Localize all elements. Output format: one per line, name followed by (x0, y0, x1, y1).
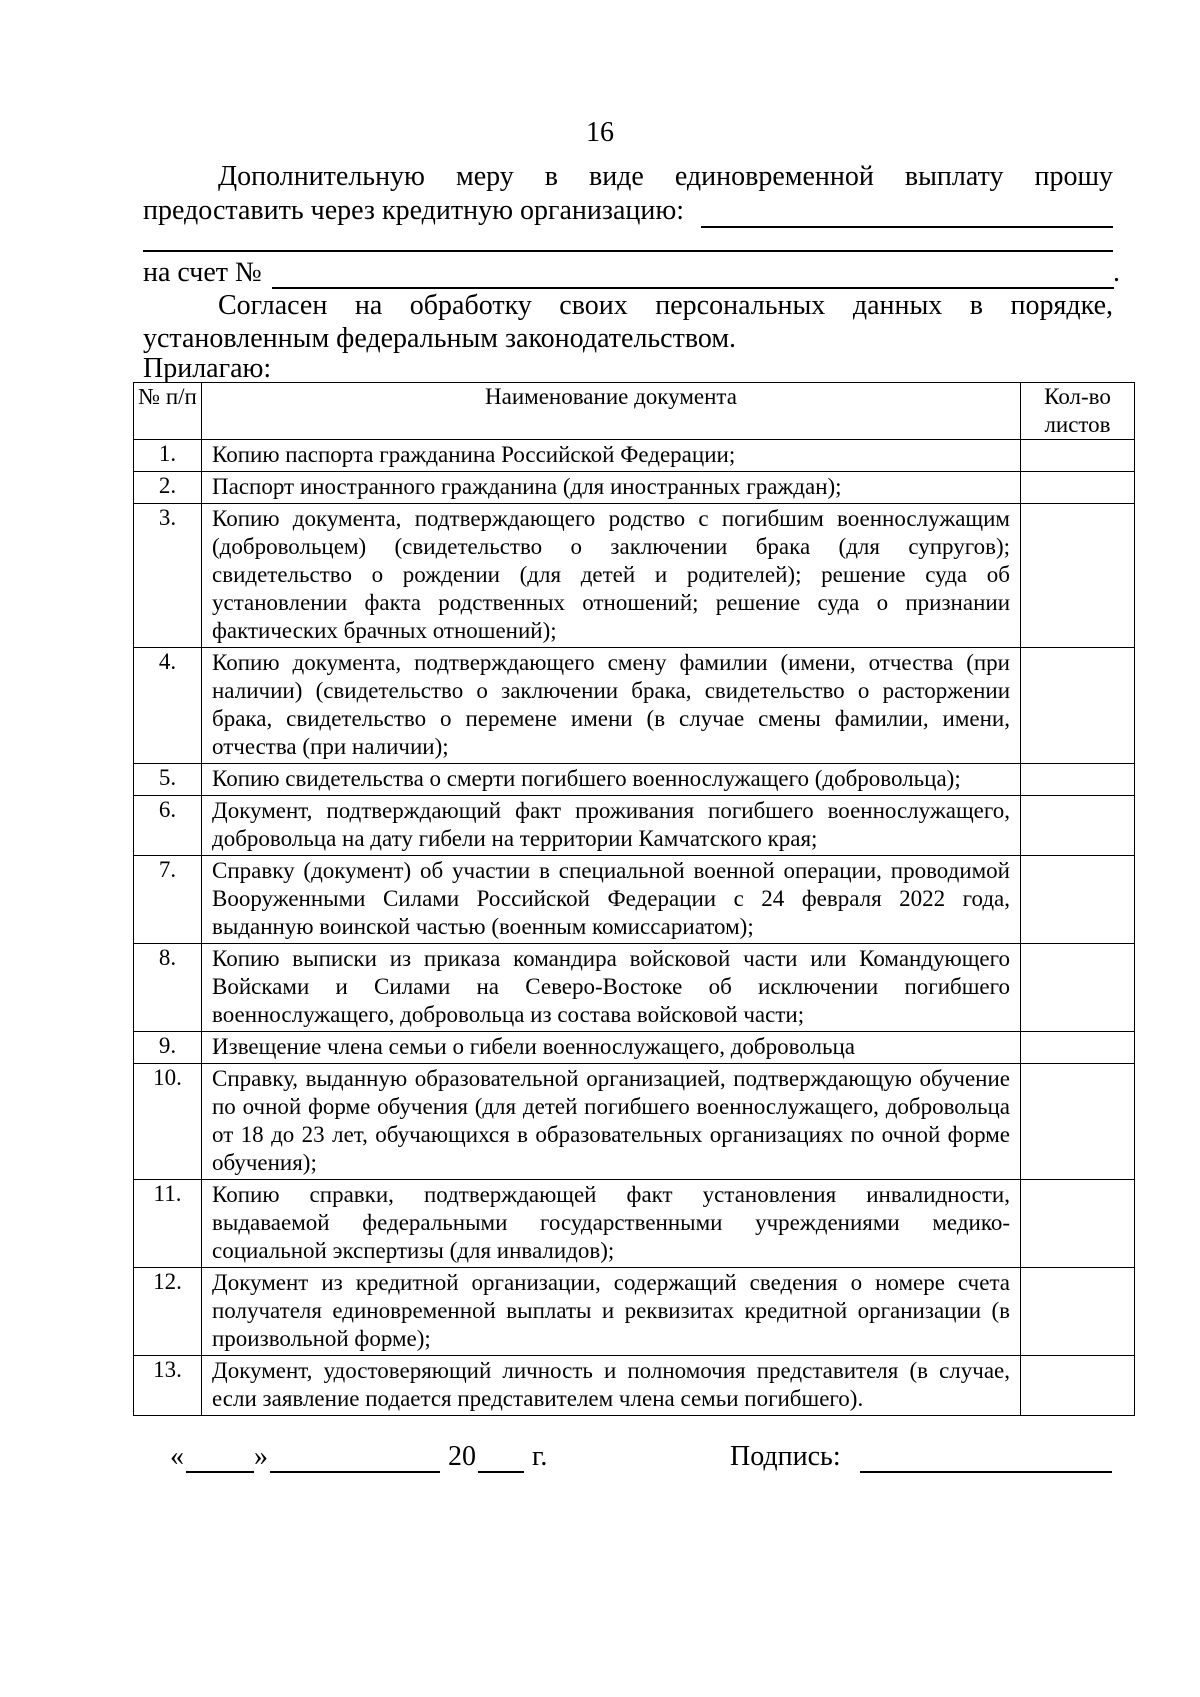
date-year-suffix: г. (532, 1441, 548, 1472)
row-document-name-cell (202, 1064, 1021, 1180)
row-document-name: Документ из кредитной организации, содержащий сведения о номере счета получателя единовременной выплаты и реквизитах кредитной организации (в произвольной форме); (212, 1270, 1010, 1351)
row-sheet-count[interactable] (1021, 796, 1135, 856)
row-sheet-count[interactable] (1021, 472, 1135, 504)
row-document-name: Копию документа, подтверждающего смену фамилии (имени, отчества (при наличии) (свидетельство о заключении брака, свидетельство о расторжении брака, свидетельство о перемене имени (в случае смены фамилии, имени, отчества (при наличии); (212, 650, 1010, 759)
table-row (134, 796, 1135, 856)
credit-org-blank-line2[interactable] (143, 250, 1113, 252)
credit-org-blank[interactable] (701, 226, 1113, 228)
row-number: 6. (134, 796, 202, 856)
row-document-name: Справку, выданную образовательной организацией, подтверждающую обучение по очной форме обучения (для детей погибшего военнослужащего, добровольца от 18 до 23 лет, обучающихся в образовательных организациях по очной форме обучения); (212, 1066, 1010, 1175)
signature-blank[interactable] (860, 1471, 1112, 1473)
table-row (134, 944, 1135, 1032)
row-document-name-cell (202, 1032, 1021, 1064)
paragraph-payment-request (143, 160, 1113, 194)
table-header-row (134, 383, 1135, 440)
row-document-name-cell (202, 796, 1021, 856)
table-row (134, 1032, 1135, 1064)
documents-table-body (134, 440, 1135, 1416)
credit-org-label: предоставить через кредитную организацию: (143, 195, 685, 226)
row-sheet-count[interactable] (1021, 764, 1135, 796)
row-document-name: Копию выписки из приказа командира войсковой части или Командующего Войсками и Силами на Северо-Востоке об исключении погибшего военнослужащего, добровольца из состава войсковой части; (212, 946, 1010, 1027)
row-sheet-count[interactable] (1021, 440, 1135, 472)
row-document-name-cell (202, 764, 1021, 796)
paragraph-payment-line1: Дополнительную меру в виде единовременной выплату прошу (218, 161, 1113, 192)
row-number: 12. (134, 1268, 202, 1356)
row-document-name-cell (202, 944, 1021, 1032)
paragraph-consent (143, 289, 1113, 323)
row-sheet-count[interactable] (1021, 504, 1135, 648)
table-row (134, 1064, 1135, 1180)
row-document-name: Справку (документ) об участии в специальной военной операции, проводимой Вооруженными Силами Российской Федерации с 24 февраля 2022 года, выданную воинской частью (военным комиссариатом); (212, 858, 1010, 939)
header-name: Наименование документа (202, 383, 1021, 440)
row-document-name-cell (202, 440, 1021, 472)
row-document-name-cell (202, 1268, 1021, 1356)
date-quote-close: » (254, 1441, 268, 1472)
documents-table (133, 382, 1135, 1416)
row-number: 13. (134, 1356, 202, 1416)
row-sheet-count[interactable] (1021, 1180, 1135, 1268)
row-sheet-count[interactable] (1021, 1032, 1135, 1064)
table-row (134, 504, 1135, 648)
date-year-prefix: 20 (448, 1441, 476, 1472)
row-document-name-cell (202, 856, 1021, 944)
account-end-dot: . (1113, 257, 1120, 288)
row-document-name-cell (202, 472, 1021, 504)
row-document-name-cell (202, 1356, 1021, 1416)
table-row (134, 1268, 1135, 1356)
table-row (134, 1180, 1135, 1268)
row-document-name-cell (202, 648, 1021, 764)
row-document-name: Копию справки, подтверждающей факт установления инвалидности, выдаваемой федеральными государственными учреждениями медико-социальной экспертизы (для инвалидов); (212, 1182, 1010, 1263)
row-document-name-cell (202, 1180, 1021, 1268)
row-document-name: Паспорт иностранного гражданина (для иностранных граждан); (212, 474, 842, 499)
page-number: 16 (586, 117, 614, 148)
row-sheet-count[interactable] (1021, 944, 1135, 1032)
row-document-name: Документ, удостоверяющий личность и полномочия представителя (в случае, если заявление подается представителем члена семьи погибшего). (212, 1358, 1010, 1411)
row-number: 11. (134, 1180, 202, 1268)
row-number: 8. (134, 944, 202, 1032)
row-number: 7. (134, 856, 202, 944)
table-row (134, 440, 1135, 472)
row-document-name: Извещение члена семьи о гибели военнослужащего, добровольца (212, 1034, 856, 1059)
consent-line1: Согласен на обработку своих персональных данных в порядке, (218, 290, 1113, 321)
date-year-blank[interactable] (478, 1471, 524, 1473)
row-document-name: Копию паспорта гражданина Российской Федерации; (212, 442, 736, 467)
date-quote-open: « (170, 1441, 184, 1472)
row-number: 2. (134, 472, 202, 504)
date-month-blank[interactable] (270, 1471, 440, 1473)
header-num: № п/п (134, 383, 202, 440)
row-number: 5. (134, 764, 202, 796)
consent-line2: установленным федеральным законодательством. (143, 323, 737, 354)
row-number: 4. (134, 648, 202, 764)
date-day-blank[interactable] (186, 1471, 254, 1473)
table-row (134, 764, 1135, 796)
row-sheet-count[interactable] (1021, 1268, 1135, 1356)
table-row (134, 648, 1135, 764)
row-document-name: Копию документа, подтверждающего родство с погибшим военнослужащим (добровольцем) (свидетельство о заключении брака (для супругов); свидетельство о рождении (для детей и родителей); решение суда об установлении факта родственных отношений; решение суда о признании фактических брачных отношений); (212, 506, 1010, 643)
row-number: 3. (134, 504, 202, 648)
row-sheet-count[interactable] (1021, 1064, 1135, 1180)
row-document-name-cell (202, 504, 1021, 648)
account-label: на счет № (143, 257, 262, 288)
row-document-name: Документ, подтверждающий факт проживания погибшего военнослужащего, добровольца на дату гибели на территории Камчатского края; (212, 798, 1010, 851)
row-number: 10. (134, 1064, 202, 1180)
table-row (134, 472, 1135, 504)
attach-label: Прилагаю: (143, 353, 272, 384)
row-sheet-count[interactable] (1021, 1356, 1135, 1416)
row-document-name: Копию свидетельства о смерти погибшего военнослужащего (добровольца); (212, 766, 961, 791)
table-row (134, 856, 1135, 944)
signature-label: Подпись: (730, 1441, 841, 1472)
row-sheet-count[interactable] (1021, 856, 1135, 944)
table-row (134, 1356, 1135, 1416)
row-number: 9. (134, 1032, 202, 1064)
row-number: 1. (134, 440, 202, 472)
row-sheet-count[interactable] (1021, 648, 1135, 764)
header-qty: Кол-во листов (1021, 383, 1135, 440)
